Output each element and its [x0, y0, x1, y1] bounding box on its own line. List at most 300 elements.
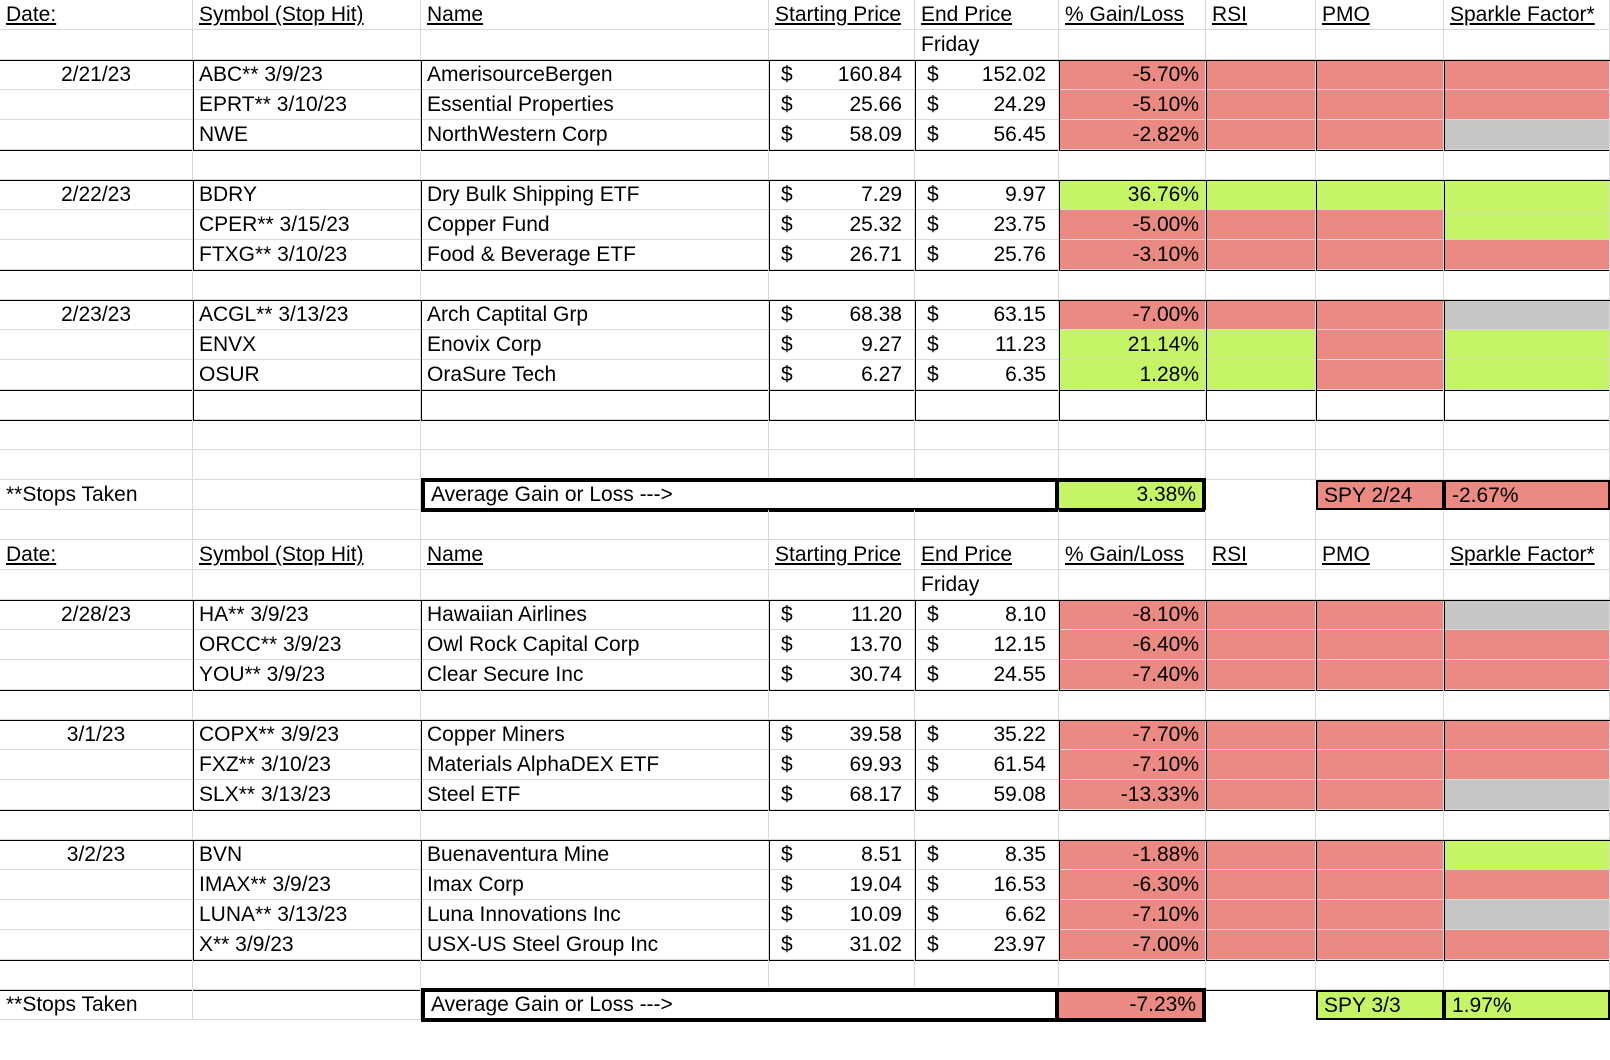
gain-loss-cell[interactable]: -7.10% — [1059, 750, 1206, 780]
cell-sym[interactable] — [193, 30, 421, 60]
cell-start[interactable] — [769, 510, 915, 540]
cell-name[interactable] — [421, 390, 769, 420]
symbol-cell[interactable]: CPER** 3/15/23 — [193, 210, 421, 240]
name-cell[interactable]: Arch Captital Grp — [421, 300, 769, 330]
cell-rsi[interactable] — [1206, 690, 1316, 720]
symbol-cell[interactable]: NWE — [193, 120, 421, 150]
starting-price-cell[interactable] — [769, 360, 915, 390]
column-header-name[interactable]: Name — [421, 540, 769, 570]
rsi-indicator-cell[interactable] — [1206, 330, 1316, 360]
symbol-cell[interactable]: BDRY — [193, 180, 421, 210]
date-cell[interactable]: 2/28/23 — [0, 600, 193, 630]
cell-start[interactable] — [769, 390, 915, 420]
symbol-cell[interactable]: IMAX** 3/9/23 — [193, 870, 421, 900]
cell-sym[interactable] — [193, 420, 421, 450]
starting-price-cell[interactable] — [769, 240, 915, 270]
column-header-gain[interactable]: % Gain/Loss — [1059, 540, 1206, 570]
cell-rsi[interactable] — [1206, 570, 1316, 600]
cell-rsi[interactable] — [1206, 510, 1316, 540]
cell-start[interactable] — [769, 420, 915, 450]
subheader-row — [0, 30, 1610, 60]
cell-pmo[interactable] — [1316, 810, 1444, 840]
symbol-cell[interactable]: ABC** 3/9/23 — [193, 60, 421, 90]
pmo-indicator-cell[interactable] — [1316, 780, 1444, 810]
end-price-cell[interactable] — [915, 120, 1059, 150]
symbol-cell[interactable]: SLX** 3/13/23 — [193, 780, 421, 810]
date-cell[interactable] — [0, 120, 193, 150]
symbol-cell[interactable]: FTXG** 3/10/23 — [193, 240, 421, 270]
sparkle-factor-cell[interactable] — [1444, 750, 1610, 780]
cell-end[interactable] — [915, 420, 1059, 450]
cell-gain[interactable] — [1059, 510, 1206, 540]
cell-pmo[interactable] — [1316, 270, 1444, 300]
date-cell[interactable] — [0, 930, 193, 960]
cell-name[interactable] — [421, 150, 769, 180]
cell-spark[interactable] — [1444, 960, 1610, 990]
cell-sym[interactable] — [193, 960, 421, 990]
column-header-end[interactable]: End Price — [915, 0, 1059, 30]
cell-start[interactable] — [769, 270, 915, 300]
header-row — [0, 540, 1610, 570]
symbol-cell[interactable]: FXZ** 3/10/23 — [193, 750, 421, 780]
pmo-indicator-cell[interactable] — [1316, 330, 1444, 360]
cell-name[interactable] — [421, 690, 769, 720]
pmo-indicator-cell[interactable] — [1316, 300, 1444, 330]
cell-sym[interactable] — [193, 810, 421, 840]
date-cell[interactable]: 3/2/23 — [0, 840, 193, 870]
gain-loss-cell[interactable]: -6.30% — [1059, 870, 1206, 900]
name-cell[interactable]: Steel ETF — [421, 780, 769, 810]
cell-date[interactable] — [0, 570, 193, 600]
gain-loss-cell[interactable]: -5.70% — [1059, 60, 1206, 90]
cell-start[interactable] — [769, 150, 915, 180]
name-cell[interactable]: Copper Fund — [421, 210, 769, 240]
symbol-cell[interactable]: LUNA** 3/13/23 — [193, 900, 421, 930]
name-cell[interactable]: Enovix Corp — [421, 330, 769, 360]
starting-price-cell[interactable] — [769, 720, 915, 750]
starting-price-cell[interactable] — [769, 600, 915, 630]
cell-gain[interactable] — [1059, 270, 1206, 300]
cell-end[interactable] — [915, 450, 1059, 480]
cell-end[interactable] — [915, 690, 1059, 720]
cell-start[interactable] — [769, 810, 915, 840]
rsi-indicator-cell[interactable] — [1206, 60, 1316, 90]
gain-loss-cell[interactable]: -8.10% — [1059, 600, 1206, 630]
starting-price-cell[interactable] — [769, 60, 915, 90]
column-header-date[interactable]: Date: — [0, 0, 193, 30]
end-price-subheader[interactable]: Friday — [915, 30, 1059, 60]
cell-spark[interactable] — [1444, 150, 1610, 180]
cell-date[interactable] — [0, 30, 193, 60]
gain-loss-cell[interactable]: -7.10% — [1059, 900, 1206, 930]
end-price-cell[interactable] — [915, 600, 1059, 630]
name-cell[interactable]: AmerisourceBergen — [421, 60, 769, 90]
name-cell[interactable]: OraSure Tech — [421, 360, 769, 390]
cell-gain[interactable] — [1059, 450, 1206, 480]
end-price-cell[interactable] — [915, 300, 1059, 330]
cell-spark[interactable] — [1444, 450, 1610, 480]
cell-pmo[interactable] — [1316, 30, 1444, 60]
end-price-cell[interactable] — [915, 930, 1059, 960]
cell-sym[interactable] — [193, 690, 421, 720]
cell-rsi[interactable] — [1206, 810, 1316, 840]
gain-loss-cell[interactable]: 21.14% — [1059, 330, 1206, 360]
cell-rsi[interactable] — [1206, 390, 1316, 420]
gain-loss-cell[interactable]: -5.00% — [1059, 210, 1206, 240]
cell-date[interactable] — [0, 420, 193, 450]
date-cell[interactable] — [0, 660, 193, 690]
rsi-indicator-cell[interactable] — [1206, 720, 1316, 750]
cell-end[interactable] — [915, 960, 1059, 990]
cell-gain[interactable] — [1059, 960, 1206, 990]
column-header-date[interactable]: Date: — [0, 540, 193, 570]
cell-date[interactable] — [0, 810, 193, 840]
cell-date[interactable] — [0, 960, 193, 990]
cell-rsi[interactable] — [1206, 450, 1316, 480]
cell-gain[interactable] — [1059, 30, 1206, 60]
cell-rsi[interactable] — [1206, 270, 1316, 300]
sparkle-factor-cell[interactable] — [1444, 660, 1610, 690]
rsi-indicator-cell[interactable] — [1206, 750, 1316, 780]
sparkle-factor-cell[interactable] — [1444, 300, 1610, 330]
rsi-indicator-cell[interactable] — [1206, 210, 1316, 240]
starting-price-cell[interactable] — [769, 840, 915, 870]
cell-pmo[interactable] — [1316, 420, 1444, 450]
starting-price-cell[interactable] — [769, 90, 915, 120]
column-header-gain[interactable]: % Gain/Loss — [1059, 0, 1206, 30]
border-line — [421, 60, 422, 150]
end-price-cell[interactable] — [915, 720, 1059, 750]
gain-loss-cell[interactable]: 1.28% — [1059, 360, 1206, 390]
date-cell[interactable]: 2/23/23 — [0, 300, 193, 330]
sparkle-factor-cell[interactable] — [1444, 240, 1610, 270]
cell-pmo[interactable] — [1316, 690, 1444, 720]
cell-sym[interactable] — [193, 480, 421, 510]
cell-start[interactable] — [769, 450, 915, 480]
name-cell[interactable]: USX-US Steel Group Inc — [421, 930, 769, 960]
pmo-indicator-cell[interactable] — [1316, 750, 1444, 780]
symbol-cell[interactable]: HA** 3/9/23 — [193, 600, 421, 630]
cell-rsi[interactable] — [1206, 30, 1316, 60]
column-header-sym[interactable]: Symbol (Stop Hit) — [193, 0, 421, 30]
average-gain-value: -7.23% — [1059, 988, 1206, 1022]
pmo-indicator-cell[interactable] — [1316, 720, 1444, 750]
cell-end[interactable] — [915, 810, 1059, 840]
rsi-indicator-cell[interactable] — [1206, 360, 1316, 390]
cell-gain[interactable] — [1059, 150, 1206, 180]
pmo-indicator-cell[interactable] — [1316, 210, 1444, 240]
column-header-sym[interactable]: Symbol (Stop Hit) — [193, 540, 421, 570]
pmo-indicator-cell[interactable] — [1316, 660, 1444, 690]
cell-name[interactable] — [421, 570, 769, 600]
rsi-indicator-cell[interactable] — [1206, 240, 1316, 270]
starting-price-cell[interactable] — [769, 630, 915, 660]
cell-spark[interactable] — [1444, 390, 1610, 420]
symbol-cell[interactable]: EPRT** 3/10/23 — [193, 90, 421, 120]
end-price-cell[interactable] — [915, 780, 1059, 810]
rsi-indicator-cell[interactable] — [1206, 300, 1316, 330]
cell-end[interactable] — [915, 510, 1059, 540]
rsi-indicator-cell[interactable] — [1206, 630, 1316, 660]
symbol-cell[interactable]: OSUR — [193, 360, 421, 390]
end-price-cell[interactable] — [915, 330, 1059, 360]
cell-spark[interactable] — [1444, 420, 1610, 450]
gain-loss-cell[interactable]: -5.10% — [1059, 90, 1206, 120]
sparkle-factor-cell[interactable] — [1444, 180, 1610, 210]
rsi-indicator-cell[interactable] — [1206, 930, 1316, 960]
pmo-indicator-cell[interactable] — [1316, 600, 1444, 630]
sparkle-factor-cell[interactable] — [1444, 840, 1610, 870]
name-cell[interactable]: Buenaventura Mine — [421, 840, 769, 870]
cell-end[interactable] — [915, 390, 1059, 420]
cell-start[interactable] — [769, 690, 915, 720]
end-price-cell[interactable] — [915, 240, 1059, 270]
sparkle-factor-cell[interactable] — [1444, 870, 1610, 900]
date-cell[interactable] — [0, 330, 193, 360]
cell-spark[interactable] — [1444, 690, 1610, 720]
rsi-indicator-cell[interactable] — [1206, 780, 1316, 810]
column-header-end[interactable]: End Price — [915, 540, 1059, 570]
stops-taken-note[interactable]: **Stops Taken — [0, 480, 193, 510]
name-cell[interactable]: Dry Bulk Shipping ETF — [421, 180, 769, 210]
column-header-rsi[interactable]: RSI — [1206, 0, 1316, 30]
sparkle-factor-cell[interactable] — [1444, 60, 1610, 90]
cell-gain[interactable] — [1059, 420, 1206, 450]
cell-spark[interactable] — [1444, 810, 1610, 840]
end-price-cell[interactable] — [915, 210, 1059, 240]
cell-gain[interactable] — [1059, 690, 1206, 720]
end-price-cell[interactable] — [915, 360, 1059, 390]
cell-name[interactable] — [421, 270, 769, 300]
cell-name[interactable] — [421, 810, 769, 840]
sparkle-factor-cell[interactable] — [1444, 330, 1610, 360]
column-header-pmo[interactable]: PMO — [1316, 540, 1444, 570]
cell-pmo[interactable] — [1316, 150, 1444, 180]
gain-loss-cell[interactable]: -7.00% — [1059, 300, 1206, 330]
name-cell[interactable]: Owl Rock Capital Corp — [421, 630, 769, 660]
name-cell[interactable]: Food & Beverage ETF — [421, 240, 769, 270]
name-cell[interactable]: Materials AlphaDEX ETF — [421, 750, 769, 780]
end-price-cell[interactable] — [915, 630, 1059, 660]
name-cell[interactable]: Copper Miners — [421, 720, 769, 750]
cell-start[interactable] — [769, 570, 915, 600]
pmo-indicator-cell[interactable] — [1316, 900, 1444, 930]
name-cell[interactable]: Luna Innovations Inc — [421, 900, 769, 930]
gain-loss-cell[interactable]: -6.40% — [1059, 630, 1206, 660]
date-cell[interactable]: 2/21/23 — [0, 60, 193, 90]
date-cell[interactable] — [0, 750, 193, 780]
pmo-indicator-cell[interactable] — [1316, 870, 1444, 900]
end-price-cell[interactable] — [915, 840, 1059, 870]
gain-loss-cell[interactable]: -1.88% — [1059, 840, 1206, 870]
sparkle-factor-cell[interactable] — [1444, 630, 1610, 660]
pmo-indicator-cell[interactable] — [1316, 120, 1444, 150]
column-header-spark[interactable]: Sparkle Factor* — [1444, 540, 1610, 570]
pmo-indicator-cell[interactable] — [1316, 90, 1444, 120]
cell-date[interactable] — [0, 450, 193, 480]
starting-price-cell[interactable] — [769, 750, 915, 780]
cell-rsi[interactable] — [1206, 960, 1316, 990]
rsi-indicator-cell[interactable] — [1206, 180, 1316, 210]
sparkle-factor-cell[interactable] — [1444, 90, 1610, 120]
rsi-indicator-cell[interactable] — [1206, 90, 1316, 120]
column-header-name[interactable]: Name — [421, 0, 769, 30]
border-line — [193, 300, 194, 390]
cell-date[interactable] — [0, 150, 193, 180]
date-cell[interactable] — [0, 870, 193, 900]
cell-pmo[interactable] — [1316, 960, 1444, 990]
cell-sym[interactable] — [193, 990, 421, 1020]
starting-price-cell[interactable] — [769, 120, 915, 150]
cell-pmo[interactable] — [1316, 510, 1444, 540]
date-cell[interactable]: 2/22/23 — [0, 180, 193, 210]
cell-gain[interactable] — [1059, 570, 1206, 600]
date-cell[interactable]: 3/1/23 — [0, 720, 193, 750]
name-cell[interactable]: Hawaiian Airlines — [421, 600, 769, 630]
starting-price-cell[interactable] — [769, 210, 915, 240]
end-price-cell[interactable] — [915, 660, 1059, 690]
starting-price-cell[interactable] — [769, 180, 915, 210]
column-header-spark[interactable]: Sparkle Factor* — [1444, 0, 1610, 30]
sparkle-factor-cell[interactable] — [1444, 930, 1610, 960]
symbol-cell[interactable]: ORCC** 3/9/23 — [193, 630, 421, 660]
starting-price-cell[interactable] — [769, 660, 915, 690]
rsi-indicator-cell[interactable] — [1206, 600, 1316, 630]
cell-pmo[interactable] — [1316, 570, 1444, 600]
pmo-indicator-cell[interactable] — [1316, 240, 1444, 270]
starting-price-cell[interactable] — [769, 300, 915, 330]
sparkle-factor-cell[interactable] — [1444, 600, 1610, 630]
name-cell[interactable]: Clear Secure Inc — [421, 660, 769, 690]
date-cell[interactable] — [0, 900, 193, 930]
cell-date[interactable] — [0, 510, 193, 540]
date-cell[interactable] — [0, 90, 193, 120]
gain-loss-cell[interactable]: -7.70% — [1059, 720, 1206, 750]
sparkle-factor-cell[interactable] — [1444, 360, 1610, 390]
stops-taken-note[interactable]: **Stops Taken — [0, 990, 193, 1020]
date-cell[interactable] — [0, 240, 193, 270]
pmo-indicator-cell[interactable] — [1316, 930, 1444, 960]
date-cell[interactable] — [0, 210, 193, 240]
cell-spark[interactable] — [1444, 570, 1610, 600]
name-cell[interactable]: Imax Corp — [421, 870, 769, 900]
cell-date[interactable] — [0, 690, 193, 720]
cell-name[interactable] — [421, 510, 769, 540]
cell-pmo[interactable] — [1316, 450, 1444, 480]
gain-loss-cell[interactable]: -7.40% — [1059, 660, 1206, 690]
cell-pmo[interactable] — [1316, 390, 1444, 420]
pmo-indicator-cell[interactable] — [1316, 360, 1444, 390]
rsi-indicator-cell[interactable] — [1206, 840, 1316, 870]
cell-end[interactable] — [915, 150, 1059, 180]
cell-start[interactable] — [769, 960, 915, 990]
gain-loss-cell[interactable]: -3.10% — [1059, 240, 1206, 270]
end-price-cell[interactable] — [915, 870, 1059, 900]
sparkle-factor-cell[interactable] — [1444, 720, 1610, 750]
date-cell[interactable] — [0, 630, 193, 660]
sparkle-factor-cell[interactable] — [1444, 780, 1610, 810]
starting-price-cell[interactable] — [769, 870, 915, 900]
cell-name[interactable] — [421, 420, 769, 450]
cell-spark[interactable] — [1444, 510, 1610, 540]
currency-symbol: $ — [781, 633, 793, 656]
cell-sym[interactable] — [193, 270, 421, 300]
date-cell[interactable] — [0, 780, 193, 810]
end-price-cell[interactable] — [915, 750, 1059, 780]
pmo-indicator-cell[interactable] — [1316, 60, 1444, 90]
symbol-cell[interactable]: ENVX — [193, 330, 421, 360]
cell-end[interactable] — [915, 270, 1059, 300]
price-value: 24.29 — [993, 93, 1046, 116]
starting-price-cell[interactable] — [769, 900, 915, 930]
cell-rsi[interactable] — [1206, 420, 1316, 450]
gain-loss-cell[interactable]: 36.76% — [1059, 180, 1206, 210]
cell-rsi[interactable] — [1206, 150, 1316, 180]
currency-symbol: $ — [927, 63, 939, 86]
sparkle-factor-cell[interactable] — [1444, 120, 1610, 150]
cell-sym[interactable] — [193, 570, 421, 600]
gain-loss-cell[interactable]: -13.33% — [1059, 780, 1206, 810]
rsi-indicator-cell[interactable] — [1206, 900, 1316, 930]
gain-loss-cell[interactable]: -2.82% — [1059, 120, 1206, 150]
sparkle-factor-cell[interactable] — [1444, 210, 1610, 240]
rsi-indicator-cell[interactable] — [1206, 870, 1316, 900]
cell-spark[interactable] — [1444, 270, 1610, 300]
end-price-cell[interactable] — [915, 90, 1059, 120]
cell-sym[interactable] — [193, 390, 421, 420]
starting-price-cell[interactable] — [769, 330, 915, 360]
name-cell[interactable]: Essential Properties — [421, 90, 769, 120]
cell-name[interactable] — [421, 960, 769, 990]
end-price-cell[interactable] — [915, 900, 1059, 930]
cell-name[interactable] — [421, 30, 769, 60]
gain-loss-cell[interactable]: -7.00% — [1059, 930, 1206, 960]
end-price-cell[interactable] — [915, 180, 1059, 210]
starting-price-cell[interactable] — [769, 780, 915, 810]
sparkle-factor-cell[interactable] — [1444, 900, 1610, 930]
symbol-cell[interactable]: X** 3/9/23 — [193, 930, 421, 960]
cell-date[interactable] — [0, 390, 193, 420]
end-price-cell[interactable] — [915, 60, 1059, 90]
cell-gain[interactable] — [1059, 810, 1206, 840]
column-header-start[interactable]: Starting Price — [769, 0, 915, 30]
symbol-cell[interactable]: YOU** 3/9/23 — [193, 660, 421, 690]
column-header-pmo[interactable]: PMO — [1316, 0, 1444, 30]
symbol-cell[interactable]: COPX** 3/9/23 — [193, 720, 421, 750]
column-header-rsi[interactable]: RSI — [1206, 540, 1316, 570]
name-cell[interactable]: NorthWestern Corp — [421, 120, 769, 150]
starting-price-cell[interactable] — [769, 930, 915, 960]
pmo-indicator-cell[interactable] — [1316, 180, 1444, 210]
column-header-start[interactable]: Starting Price — [769, 540, 915, 570]
cell-sym[interactable] — [193, 450, 421, 480]
rsi-indicator-cell[interactable] — [1206, 120, 1316, 150]
symbol-cell[interactable]: BVN — [193, 840, 421, 870]
end-price-subheader[interactable]: Friday — [915, 570, 1059, 600]
symbol-cell[interactable]: ACGL** 3/13/23 — [193, 300, 421, 330]
pmo-indicator-cell[interactable] — [1316, 630, 1444, 660]
cell-sym[interactable] — [193, 510, 421, 540]
cell-sym[interactable] — [193, 150, 421, 180]
cell-name[interactable] — [421, 450, 769, 480]
date-cell[interactable] — [0, 360, 193, 390]
cell-spark[interactable] — [1444, 30, 1610, 60]
rsi-indicator-cell[interactable] — [1206, 660, 1316, 690]
cell-date[interactable] — [0, 270, 193, 300]
pmo-indicator-cell[interactable] — [1316, 840, 1444, 870]
cell-start[interactable] — [769, 30, 915, 60]
cell-gain[interactable] — [1059, 390, 1206, 420]
